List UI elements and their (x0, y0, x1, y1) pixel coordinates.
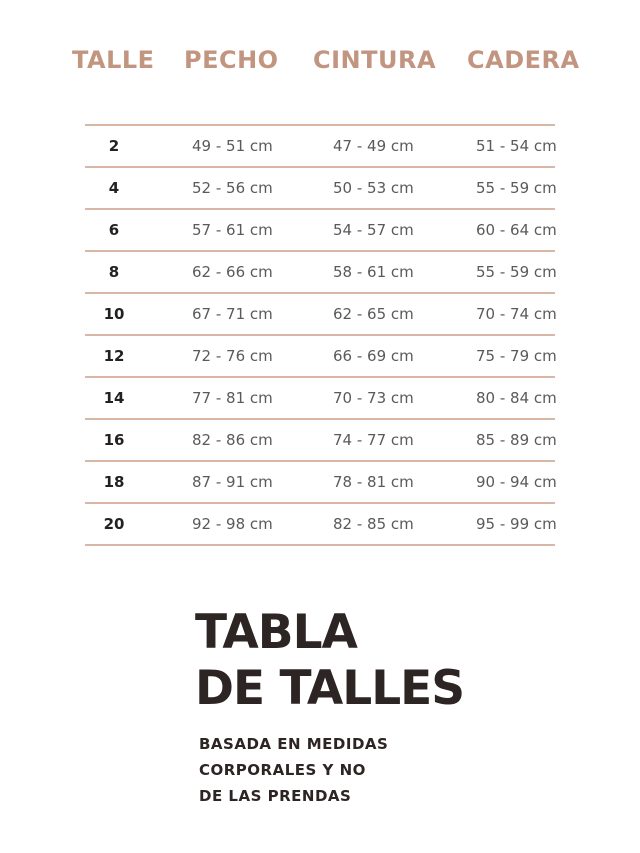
waist-cell: 47 - 49 cm (333, 137, 414, 155)
hip-cell: 51 - 54 cm (476, 137, 557, 155)
chest-cell: 77 - 81 cm (192, 389, 273, 407)
hip-cell: 55 - 59 cm (476, 263, 557, 281)
header-talle: TALLE (72, 46, 155, 74)
table-row (85, 336, 555, 378)
size-table (85, 124, 555, 546)
hip-cell: 55 - 59 cm (476, 179, 557, 197)
chest-cell: 52 - 56 cm (192, 179, 273, 197)
chest-cell: 92 - 98 cm (192, 515, 273, 533)
hip-cell: 95 - 99 cm (476, 515, 557, 533)
chest-cell: 57 - 61 cm (192, 221, 273, 239)
size-cell: 6 (108, 221, 120, 239)
table-row (85, 168, 555, 210)
table-row (85, 378, 555, 420)
table-row (85, 504, 555, 546)
hip-cell: 80 - 84 cm (476, 389, 557, 407)
size-cell: 20 (103, 515, 125, 533)
chest-cell: 72 - 76 cm (192, 347, 273, 365)
subtitle-line-2: CORPORALES Y NO (199, 761, 366, 779)
chest-cell: 87 - 91 cm (192, 473, 273, 491)
size-cell: 16 (103, 431, 125, 449)
chest-cell: 62 - 66 cm (192, 263, 273, 281)
waist-cell: 58 - 61 cm (333, 263, 414, 281)
size-cell: 14 (103, 389, 125, 407)
table-row (85, 210, 555, 252)
chest-cell: 67 - 71 cm (192, 305, 273, 323)
size-cell: 8 (108, 263, 120, 281)
waist-cell: 50 - 53 cm (333, 179, 414, 197)
subtitle-line-1: BASADA EN MEDIDAS (199, 735, 389, 753)
size-cell: 12 (103, 347, 125, 365)
chest-cell: 49 - 51 cm (192, 137, 273, 155)
size-cell: 10 (103, 305, 125, 323)
size-cell: 4 (108, 179, 120, 197)
waist-cell: 74 - 77 cm (333, 431, 414, 449)
table-row (85, 252, 555, 294)
waist-cell: 78 - 81 cm (333, 473, 414, 491)
chest-cell: 82 - 86 cm (192, 431, 273, 449)
waist-cell: 62 - 65 cm (333, 305, 414, 323)
title-line-1: TABLA (195, 605, 357, 660)
size-cell: 18 (103, 473, 125, 491)
table-row (85, 294, 555, 336)
waist-cell: 82 - 85 cm (333, 515, 414, 533)
waist-cell: 54 - 57 cm (333, 221, 414, 239)
header-pecho: PECHO (184, 46, 279, 74)
page-subtitle (199, 731, 388, 809)
hip-cell: 75 - 79 cm (476, 347, 557, 365)
waist-cell: 66 - 69 cm (333, 347, 414, 365)
waist-cell: 70 - 73 cm (333, 389, 414, 407)
table-row (85, 126, 555, 168)
header-cintura: CINTURA (313, 46, 437, 74)
table-header (0, 46, 640, 80)
hip-cell: 70 - 74 cm (476, 305, 557, 323)
size-cell: 2 (108, 137, 120, 155)
table-row (85, 462, 555, 504)
page-title (195, 605, 464, 717)
hip-cell: 90 - 94 cm (476, 473, 557, 491)
table-row (85, 420, 555, 462)
hip-cell: 85 - 89 cm (476, 431, 557, 449)
hip-cell: 60 - 64 cm (476, 221, 557, 239)
subtitle-line-3: DE LAS PRENDAS (199, 787, 352, 805)
header-cadera: CADERA (467, 46, 580, 74)
title-line-2: DE TALLES (195, 661, 465, 716)
